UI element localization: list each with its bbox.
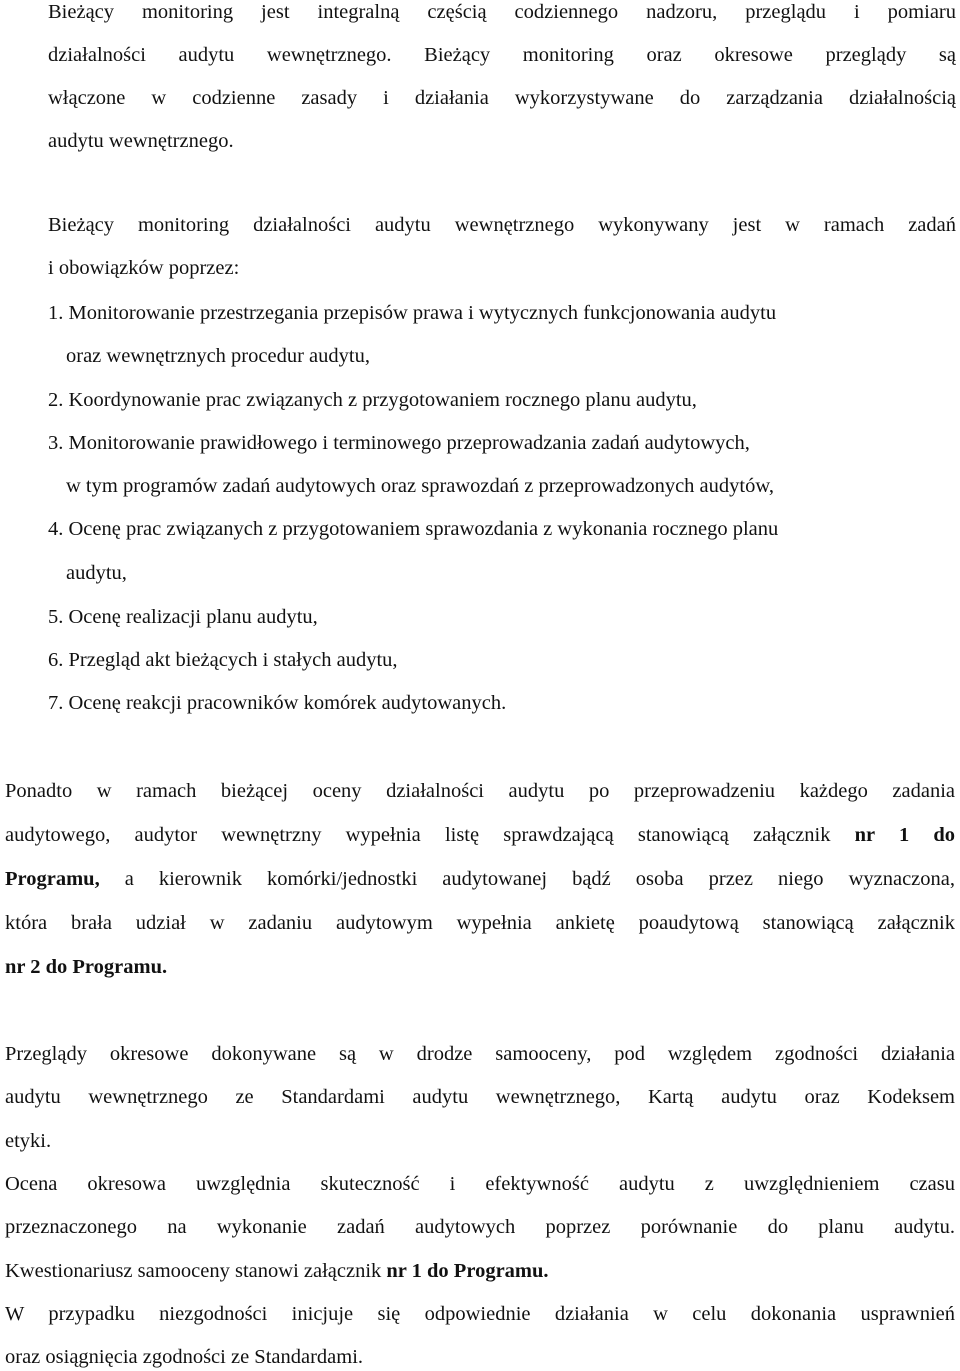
- list-item-continuation: w tym programów zadań audytowych oraz sprawozdań z przeprowadzonych audytów,: [66, 475, 774, 497]
- attachment-reference: nr 1 do: [854, 824, 955, 846]
- paragraph-checklist: [5, 778, 955, 978]
- paragraph-periodic-reviews: [5, 1041, 955, 1161]
- text-line: [5, 866, 955, 892]
- text-line: [5, 822, 955, 848]
- text-line: Bieżący monitoring jest integralną częścią codziennego nadzoru, przeglądu i pomiaru: [48, 1, 956, 23]
- list-item: 3. Monitorowanie prawidłowego i terminowego przeprowadzania zadań audytowych,: [48, 432, 750, 454]
- list-item: 4. Ocenę prac związanych z przygotowaniem sprawozdania z wykonania rocznego planu: [48, 518, 779, 540]
- list-item: 5. Ocenę realizacji planu audytu,: [48, 606, 318, 628]
- paragraph-monitoring-tasks: [48, 212, 956, 282]
- text-line: etyki.: [5, 1130, 52, 1152]
- list-item: 6. Przegląd akt bieżących i stałych audytu,: [48, 649, 398, 671]
- text-line: włączone w codzienne zasady i działania wykorzystywane do zarządzania działalnością: [48, 87, 956, 109]
- text-line: Ocena okresowa uwzględnia skuteczność i efektywność audytu z uwzględnieniem czasu: [5, 1173, 955, 1195]
- text-line: Przeglądy okresowe dokonywane są w drodze samooceny, pod względem zgodności działania: [5, 1043, 955, 1065]
- text-run: audytowego, audytor wewnętrzny wypełnia listę sprawdzającą stanowiącą załącznik: [5, 824, 831, 846]
- paragraph-monitoring-intro: [48, 0, 956, 152]
- text-line: W przypadku niezgodności inicjuje się odpowiednie działania w celu dokonania usprawnień: [5, 1303, 955, 1325]
- text-line: i obowiązków poprzez:: [48, 257, 240, 279]
- attachment-reference: nr 1 do Programu.: [386, 1260, 549, 1282]
- paragraph-nonconformities: [5, 1301, 955, 1371]
- list-item-continuation: oraz wewnętrznych procedur audytu,: [66, 345, 370, 367]
- list-item: 7. Ocenę reakcji pracowników komórek audytowanych.: [48, 692, 507, 714]
- text-run: a kierownik komórki/jednostki audytowanej bądź osoba przez niego wyznaczona,: [124, 868, 955, 890]
- text-line: [5, 954, 955, 980]
- list-item: 2. Koordynowanie prac związanych z przygotowaniem rocznego planu audytu,: [48, 389, 697, 411]
- text-line: [5, 1258, 955, 1284]
- text-line: audytu wewnętrznego ze Standardami audytu wewnętrznego, Kartą audytu oraz Kodeksem: [5, 1086, 955, 1108]
- text-line: działalności audytu wewnętrznego. Bieżący monitoring oraz okresowe przeglądy są: [48, 44, 956, 66]
- list-item-continuation: audytu,: [66, 562, 127, 584]
- attachment-reference: nr 2 do Programu.: [5, 956, 168, 978]
- attachment-reference: Programu,: [5, 868, 100, 890]
- list-item: 1. Monitorowanie przestrzegania przepisów prawa i wytycznych funkcjonowania audytu: [48, 302, 777, 324]
- monitoring-task-list: [48, 300, 956, 720]
- text-line: Bieżący monitoring działalności audytu wewnętrznego wykonywany jest w ramach zadań: [48, 214, 956, 236]
- text-line: przeznaczonego na wykonanie zadań audytowych poprzez porównanie do planu audytu.: [5, 1216, 955, 1238]
- text-line: Ponadto w ramach bieżącej oceny działalności audytu po przeprowadzeniu każdego zadania: [5, 780, 955, 802]
- paragraph-periodic-assessment: [5, 1171, 955, 1291]
- text-line: audytu wewnętrznego.: [48, 130, 234, 152]
- text-line: oraz osiągnięcia zgodności ze Standardami.: [5, 1346, 364, 1368]
- text-run: Kwestionariusz samooceny stanowi załącznik: [5, 1260, 382, 1282]
- text-line: która brała udział w zadaniu audytowym wypełnia ankietę poaudytową stanowiącą załącznik: [5, 912, 955, 934]
